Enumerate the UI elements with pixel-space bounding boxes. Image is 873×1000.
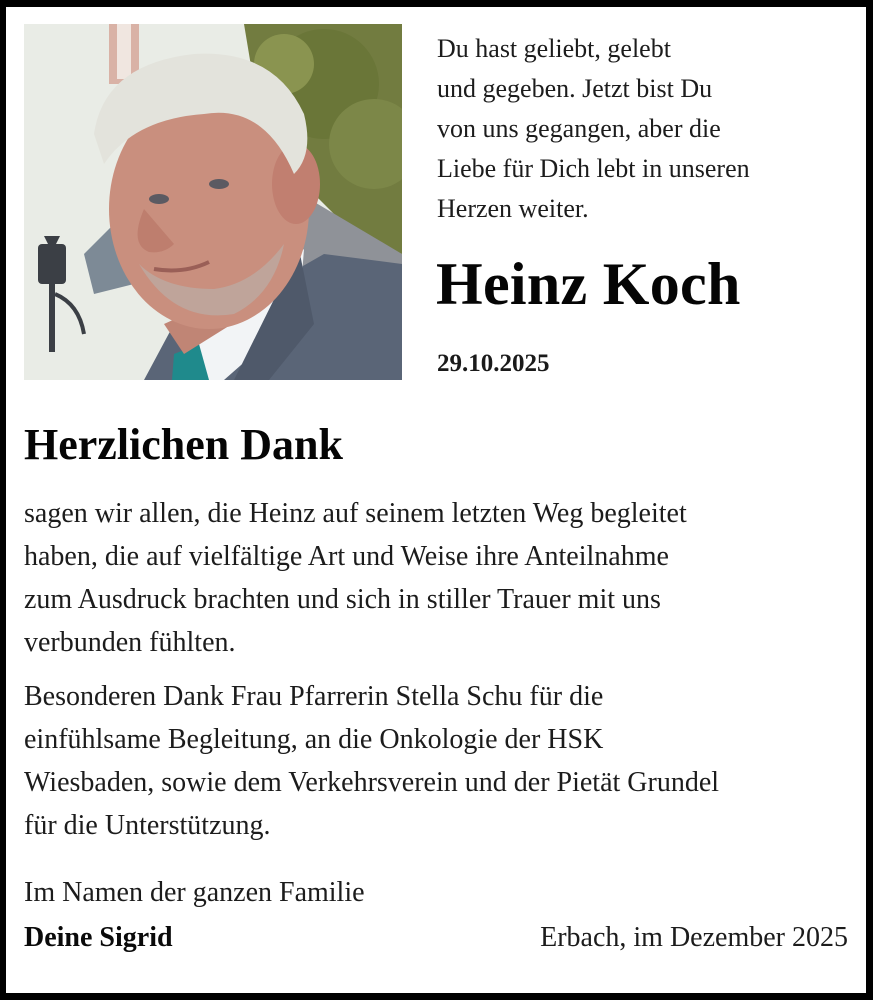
obituary-notice	[6, 7, 866, 993]
paragraph-line: haben, die auf vielfältige Art und Weise ihre Anteilnahme	[24, 541, 669, 572]
thanks-heading: Herzlichen Dank	[24, 420, 343, 469]
special-thanks-paragraph	[24, 675, 719, 847]
closing-line: Im Namen der ganzen Familie	[24, 877, 365, 908]
place-and-date: Erbach, im Dezember 2025	[540, 922, 848, 953]
poem-line: von uns gegangen, aber die	[437, 114, 721, 143]
poem-line: Liebe für Dich lebt in unseren	[437, 154, 750, 183]
paragraph-line: Besonderen Dank Frau Pfarrerin Stella Schu für die	[24, 681, 604, 712]
date-of-death: 29.10.2025	[437, 350, 550, 377]
poem-line: Du hast geliebt, gelebt	[437, 34, 671, 63]
paragraph-line: für die Unterstützung.	[24, 810, 271, 841]
poem-line: Herzen weiter.	[437, 194, 589, 223]
memorial-poem	[437, 29, 750, 229]
deceased-name: Heinz Koch	[436, 251, 741, 317]
thanks-paragraph	[24, 492, 687, 664]
signature: Deine Sigrid	[24, 922, 173, 953]
portrait-photo	[24, 24, 402, 380]
paragraph-line: Wiesbaden, sowie dem Verkehrsverein und der Pietät Grundel	[24, 767, 720, 798]
paragraph-line: einfühlsame Begleitung, an die Onkologie der HSK	[24, 724, 604, 755]
paragraph-line: verbunden fühlten.	[24, 627, 236, 658]
portrait-image-icon	[24, 24, 402, 380]
paragraph-line: zum Ausdruck brachten und sich in stiller Trauer mit uns	[24, 584, 661, 615]
poem-line: und gegeben. Jetzt bist Du	[437, 74, 713, 103]
paragraph-line: sagen wir allen, die Heinz auf seinem letzten Weg begleitet	[24, 498, 687, 529]
